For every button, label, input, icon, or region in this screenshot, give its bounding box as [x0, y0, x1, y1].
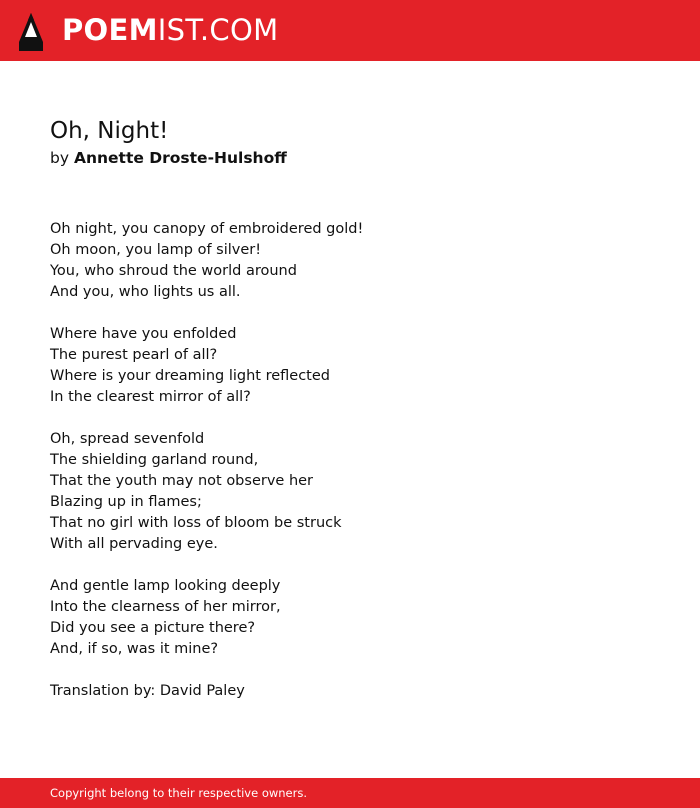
- pencil-tip-icon: [18, 12, 44, 52]
- logo-light-text: IST.COM: [157, 13, 279, 47]
- poem-body: [50, 219, 650, 702]
- poem-line: That the youth may not observe her: [50, 473, 314, 489]
- poem-line: Where have you enfolded: [50, 326, 237, 342]
- logo-bold-text: POEM: [62, 13, 158, 47]
- poem-author: Annette Droste-Hulshoff: [73, 149, 287, 167]
- poem-line: Oh night, you canopy of embroidered gold!: [50, 221, 364, 237]
- poem-stanza: [50, 429, 650, 555]
- poem-line: Where is your dreaming light reflected: [50, 368, 330, 384]
- site-footer: [0, 778, 700, 808]
- site-logo-text: [62, 13, 279, 47]
- poem-line: In the clearest mirror of all?: [50, 389, 251, 405]
- poem-line: The shielding garland round,: [50, 452, 259, 468]
- site-logo-link[interactable]: [18, 0, 278, 61]
- poem-line: Did you see a picture there?: [50, 620, 256, 636]
- poem-line: And, if so, was it mine?: [50, 641, 219, 657]
- poem-line: Blazing up in flames;: [50, 494, 202, 510]
- poem-line: Oh moon, you lamp of silver!: [50, 242, 262, 258]
- poem-line: And you, who lights us all.: [50, 284, 241, 300]
- poem-line: Oh, spread sevenfold: [50, 431, 205, 447]
- poem-stanza: [50, 219, 650, 303]
- site-header: [0, 0, 700, 61]
- copyright-text: Copyright belong to their respective owners.: [50, 786, 308, 800]
- poem-line: The purest pearl of all?: [50, 347, 218, 363]
- poem-line: Into the clearness of her mirror,: [50, 599, 281, 615]
- poem-line: That no girl with loss of bloom be struck: [50, 515, 342, 531]
- translation-credit: Translation by: David Paley: [50, 683, 245, 699]
- poem-byline: [50, 148, 287, 169]
- poem-stanza: [50, 576, 650, 660]
- poem-line: You, who shroud the world around: [50, 263, 297, 279]
- poem-stanza: [50, 324, 650, 408]
- poem-line: With all pervading eye.: [50, 536, 218, 552]
- byline-prefix: by: [50, 149, 70, 167]
- poem-title: Oh, Night!: [50, 118, 169, 144]
- poem-line: And gentle lamp looking deeply: [50, 578, 281, 594]
